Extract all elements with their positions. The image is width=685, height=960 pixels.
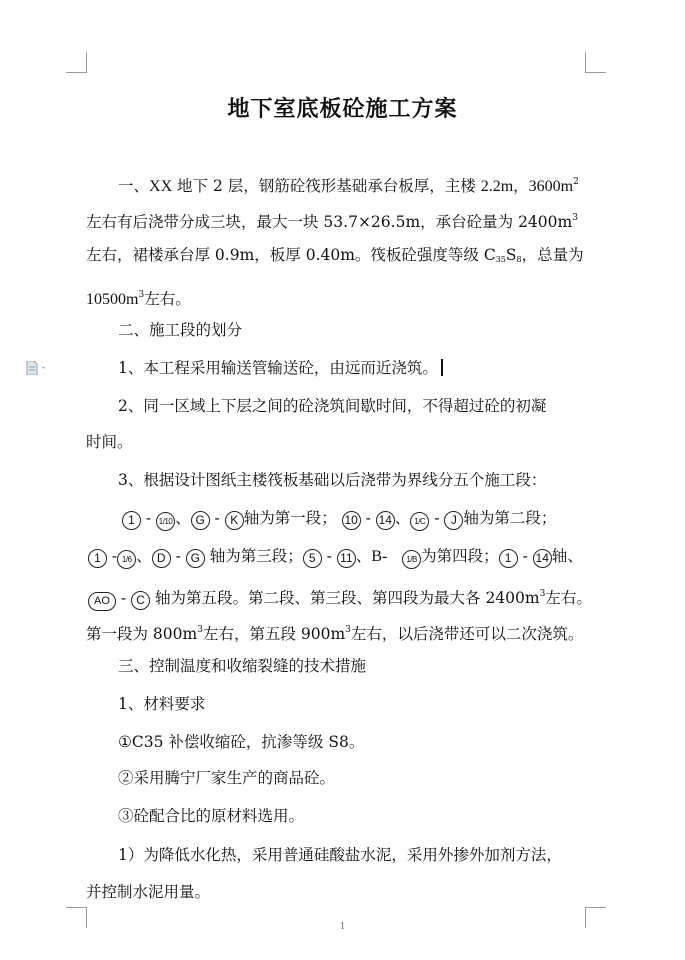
axis-circle-AO: AO (88, 592, 116, 611)
paragraph-1-line-1: 一、XX 地下 2 层，钢筋砼筏形基础承台板厚，主楼 2.2m，$3600m^2$ (118, 177, 579, 195)
axis-circle-G2: G (186, 549, 205, 568)
axis-circle-C: C (131, 591, 150, 610)
paragraph-1-line-2: 左右有后浇带分成三块，最大一块 53.7×26.5m，承台砼量为 $2400m^3$ (86, 213, 578, 231)
axis-circle-1-B: 1/B (402, 550, 421, 569)
axis-circle-1-C: 1/C (410, 512, 429, 531)
axis-circle-1-6: 1/6 (117, 550, 136, 569)
material-heading: 1、材料要求 (118, 695, 206, 713)
axis-circle-14b: 14 (533, 549, 552, 568)
axis-circle-14: 14 (376, 511, 395, 530)
axes-line-1: 1 - 1/10 、 G - K 轴为第一段； 10 - 14 、 1/C - J 轴为第二段； (122, 508, 556, 531)
section-heading-2: 二、施工段的划分 (118, 321, 243, 339)
axis-circle-J: J (444, 511, 463, 530)
axis-circle-1b: 1 (88, 549, 107, 568)
material-detail-line-1: 1）为降低水化热，采用普通硅酸盐水泥，采用外掺外加剂方法， (118, 846, 562, 864)
paragraph-1-line-3: 左右，裙楼承台厚 0.9m，板厚 0.40m。筏板砼强度等级 $C_{35}S_8$，总量为 (86, 246, 584, 264)
axis-circle-1: 1 (122, 511, 141, 530)
crop-mark-top-right (585, 52, 606, 73)
paragraph-1-line-4: $10500m^3$左右。 (86, 290, 191, 308)
step-2-line-1: 2、同一区域上下层之间的砼浇筑间歇时间，不得超过砼的初凝 (118, 397, 547, 415)
document-title: 地下室底板砼施工方案 (227, 97, 458, 122)
step-1[interactable]: 1、本工程采用输送管输送砼，由远而近浇筑。 (118, 358, 443, 378)
section-heading-3: 三、控制温度和收缩裂缝的技术措施 (118, 657, 367, 675)
axis-circle-G: G (191, 511, 210, 530)
crop-mark-top-left (66, 52, 87, 73)
material-item-1: ①C35 补偿收缩砼，抗渗等级 S8。 (118, 733, 365, 751)
axis-circle-1-10: 1/10 (156, 512, 175, 531)
material-item-3: ③砼配合比的原材料选用。 (118, 807, 305, 825)
axis-circle-10: 10 (342, 511, 361, 530)
axis-circle-K: K (225, 511, 244, 530)
text-cursor (441, 359, 443, 376)
axes-line-2: 1 - 1/6 、 D - G 轴为第三段； 5 - 11 、B- 1/B 为第四段； 1 - 14 轴、 (88, 546, 583, 569)
material-detail-line-2: 并控制水泥用量。 (86, 883, 211, 901)
step-2-line-2: 时间。 (86, 433, 133, 451)
axes-line-3: AO - C 轴为第五段。第二段、第三段、第四段为最大各 $2400m^3$左右。 (88, 584, 592, 611)
page-number: 1 (340, 921, 345, 932)
axis-circle-11: 11 (337, 549, 356, 568)
step-3: 3、根据设计图纸主楼筏板基础以后浇带为界线分五个施工段： (118, 471, 547, 489)
material-item-2: ②采用腾宁厂家生产的商品砼。 (118, 769, 336, 787)
document-icon[interactable] (26, 360, 48, 374)
axis-circle-1c: 1 (499, 549, 518, 568)
axes-line-4: 第一段为 $800m^3$左右，第五段 $900m^3$左右，以后浇带还可以二次浇筑。 (86, 625, 584, 643)
axis-circle-D: D (152, 549, 171, 568)
axis-circle-5: 5 (303, 549, 322, 568)
